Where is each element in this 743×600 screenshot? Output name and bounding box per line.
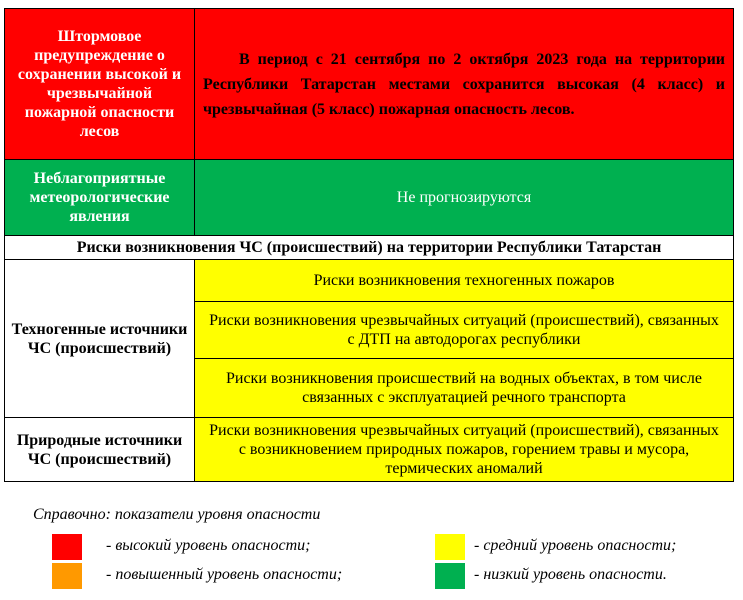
risk-item: Риски возникновения происшествий на водных объектах, в том числе связанных с эксплуатацией речного транспорта [194,358,734,418]
forecast-table [4,8,734,482]
storm-warning-text [194,8,734,160]
legend-swatch-green [435,563,465,589]
legend-swatch-orange [52,563,82,589]
technogenic-label: Техногенные источники ЧС (происшествий) [4,259,195,418]
meteo-label: Неблагоприятные метеорологические явления [4,159,195,236]
natural-label: Природные источники ЧС (происшествий) [4,417,195,482]
risk-item: Риски возникновения техногенных пожаров [194,259,734,302]
legend-swatch-yellow [435,534,465,560]
meteo-text: Не прогнозируются [194,159,734,236]
risks-header: Риски возникновения ЧС (происшествий) на территории Республики Татарстан [4,235,734,260]
legend-label-high: - высокий уровень опасности; [106,537,311,554]
risk-item: Риски возникновения чрезвычайных ситуаций (происшествий), связанных с ДТП на автодорогах республики [194,301,734,359]
legend-label-elevated: - повышенный уровень опасности; [106,566,343,583]
storm-warning-label: Штормовое предупреждение о сохранении высокой и чрезвычайной пожарной опасности лесов [4,8,195,160]
legend-label-medium: - средний уровень опасности; [474,537,677,554]
legend-title: Справочно: показатели уровня опасности [33,506,321,523]
legend-swatch-red [52,534,82,560]
legend-label-low: - низкий уровень опасности. [474,566,667,583]
storm-warning-paragraph: В период с 21 сентября по 2 октября 2023 года на территории Республики Татарстан местами сохранится высокая (4 класс) и чрезвычайная (5 класс) пожарная опасность лесов. [203,50,725,118]
risk-item: Риски возникновения чрезвычайных ситуаций (происшествий), связанных с возникновением природных пожаров, горением травы и мусора, термических аномалий [194,417,734,482]
